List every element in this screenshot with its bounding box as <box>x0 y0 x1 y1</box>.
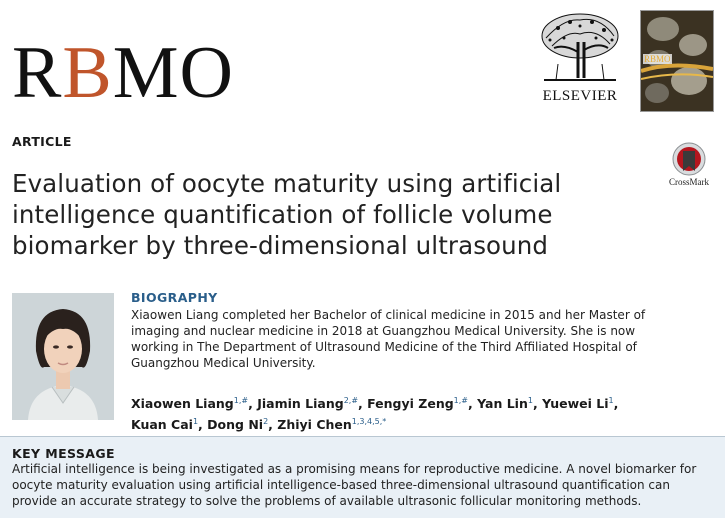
author-name: Yuewei Li <box>542 396 609 411</box>
author-affiliation[interactable]: 1 <box>527 396 533 405</box>
logo-suffix: MO <box>112 32 234 114</box>
crossmark-icon <box>667 141 711 177</box>
author-affiliation[interactable]: 2,# <box>343 396 359 405</box>
author-affiliation[interactable]: 1 <box>608 396 614 405</box>
tree-icon <box>534 8 626 88</box>
journal-cover-image <box>640 10 714 112</box>
author-entry <box>367 396 477 411</box>
author-name: Dong Ni <box>207 417 264 432</box>
author-separator: , <box>198 417 208 432</box>
author-separator: , <box>248 396 258 411</box>
author-separator: , <box>268 417 278 432</box>
author-separator: , <box>468 396 478 411</box>
author-photo <box>12 293 114 420</box>
author-affiliation[interactable]: 1,3,4,5,* <box>351 417 387 426</box>
author-separator: , <box>358 396 368 411</box>
author-name: Xiaowen Liang <box>131 396 234 411</box>
author-affiliation[interactable]: 1,# <box>233 396 249 405</box>
article-title: Evaluation of oocyte maturity using artificial intelligence quantification of follicle volume biomarker by three-dimensional ultrasound <box>12 169 562 260</box>
author-name: Kuan Cai <box>131 417 193 432</box>
biography-text: Xiaowen Liang completed her Bachelor of clinical medicine in 2015 and her Master of imaging and nuclear medicine in 2018 at Guangzhou Medical University. She is now working in The Department of Ultrasound Medicine of the Third Affiliated Hospital of Guangzhou Medical University. <box>131 308 646 370</box>
author-affiliation[interactable]: 1 <box>192 417 199 426</box>
journal-logo <box>12 32 234 114</box>
crossmark-label: CrossMark <box>669 177 709 187</box>
author-entry <box>542 396 618 411</box>
author-name: Fengyi Zeng <box>367 396 454 411</box>
publisher-logo <box>534 8 626 108</box>
author-separator: , <box>613 396 619 411</box>
crossmark-button[interactable] <box>667 141 711 189</box>
key-message-heading: KEY MESSAGE <box>12 446 115 461</box>
logo-accent: B <box>62 32 113 114</box>
biography-heading: BIOGRAPHY <box>131 290 218 305</box>
author-separator: , <box>532 396 543 411</box>
key-message-text: Artificial intelligence is being investigated as a promising means for reproductive medicine. A novel biomarker for oocyte maturity evaluation using artificial intelligence-based three-dimensional ultrasound quantification can provide an accurate strategy to solve the problems of available ultrasonic follicular monitoring methods. <box>12 462 697 508</box>
author-name: Yan Lin <box>477 396 528 411</box>
cover-label: RBMO <box>644 54 671 64</box>
author-entry <box>131 396 257 411</box>
author-entry <box>277 417 386 432</box>
author-entry <box>131 417 207 432</box>
publisher-name: ELSEVIER <box>542 88 618 104</box>
author-entry <box>477 396 542 411</box>
logo-prefix: R <box>12 32 63 114</box>
author-name: Zhiyi Chen <box>277 417 352 432</box>
author-list <box>131 392 651 434</box>
author-name: Jiamin Liang <box>257 396 344 411</box>
article-type-label: ARTICLE <box>12 134 72 149</box>
author-affiliation[interactable]: 2 <box>263 417 269 426</box>
author-entry <box>207 417 277 432</box>
author-entry <box>257 396 367 411</box>
author-affiliation[interactable]: 1,# <box>453 396 469 405</box>
